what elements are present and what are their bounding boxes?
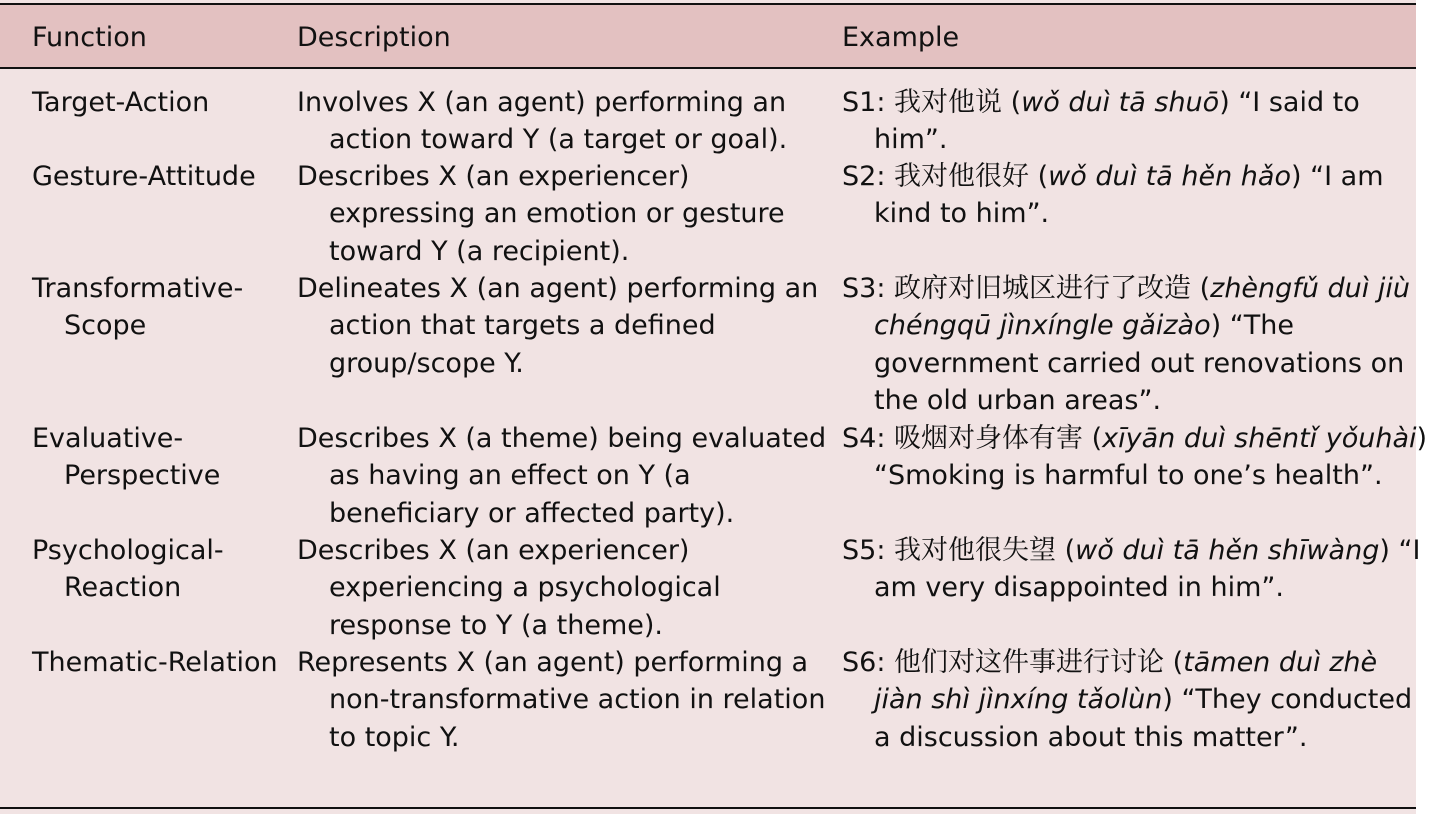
example-chinese: 吸烟对身体有害 [894,423,1084,454]
example-translation: “The government carried out renovations on the old urban areas”. [874,310,1405,417]
example-label: S1: [842,87,886,118]
example-translation: “I am very disappointed in him”. [874,535,1421,604]
example-pinyin: tāmen duì zhè jiàn shì jìnxíng tǎolùn [874,647,1378,716]
description-cell: Describes X (a theme) being evaluated as having an effect on Y (a beneficiary or affected party). [297,423,827,529]
example-cell: S1: 我对他说 (wǒ duì tā shuō) “I said to him”. [842,87,1360,156]
example-cell: S4: 吸烟对身体有害 (xīyān duì shēntǐ yǒuhài) “Smoking is harmful to one’s health”. [842,423,1428,492]
example-label: S5: [842,535,886,566]
example-label: S6: [842,647,886,678]
header-description: Description [297,22,451,53]
header-rule [0,67,1416,69]
example-translation: “They conducted a discussion about this matter”. [874,684,1413,753]
example-translation: “Smoking is harmful to one’s health”. [874,460,1383,492]
example-pinyin: wǒ duì tā shuō [1021,87,1220,118]
example-pinyin: wǒ duì tā hěn shīwàng [1075,535,1380,566]
example-pinyin: wǒ duì tā hěn hǎo [1048,161,1291,192]
example-translation: “I said to him”. [874,87,1360,156]
example-label: S3: [842,273,886,304]
function-cell: Psychological-Reaction [32,535,224,604]
example-label: S4: [842,423,886,454]
description-cell: Describes X (an experiencer) experiencing a psychological response to Y (a theme). [297,535,721,641]
function-cell: Evaluative-Perspective [32,423,221,492]
example-chinese: 我对他说 [894,87,1003,118]
example-pinyin: xīyān duì shēntǐ yǒuhài [1102,423,1417,454]
example-chinese: 政府对旧城区进行了改造 [894,273,1192,304]
function-cell: Transformative-Scope [32,273,244,342]
table-header [0,5,1416,67]
description-cell: Involves X (an agent) performing an action toward Y (a target or goal). [297,87,788,156]
example-cell: S2: 我对他很好 (wǒ duì tā hěn hǎo) “I am kind to him”. [842,161,1384,230]
function-cell: Thematic-Relation [32,647,278,678]
description-cell: Describes X (an experiencer) expressing an emotion or gesture toward Y (a recipient). [297,161,785,267]
function-cell: Target-Action [32,87,210,118]
description-cell: Delineates X (an agent) performing an action that targets a defined group/scope Y. [297,273,819,379]
example-cell: S3: 政府对旧城区进行了改造 (zhèngfǔ duì jiù chéngqū jìnxíngle gǎizào) “The government carried out renovations on the old urban areas”. [842,273,1410,417]
bottom-rule [0,807,1416,809]
example-chinese: 我对他很失望 [894,535,1057,566]
example-pinyin: zhèngfǔ duì jiù chéngqū jìnxíngle gǎizào [874,273,1410,342]
example-translation: “I am kind to him”. [874,161,1384,230]
header-function: Function [32,22,147,53]
example-label: S2: [842,161,886,192]
example-chinese: 我对他很好 [894,161,1030,192]
example-chinese: 他们对这件事进行讨论 [894,647,1165,678]
function-cell: Gesture-Attitude [32,161,256,192]
example-cell: S5: 我对他很失望 (wǒ duì tā hěn shīwàng) “I am very disappointed in him”. [842,535,1421,604]
header-example: Example [842,22,960,53]
example-cell: S6: 他们对这件事进行讨论 (tāmen duì zhè jiàn shì jìnxíng tǎolùn) “They conducted a discussion about this matter”. [842,647,1413,753]
description-cell: Represents X (an agent) performing a non-transformative action in relation to topic Y. [297,647,826,753]
